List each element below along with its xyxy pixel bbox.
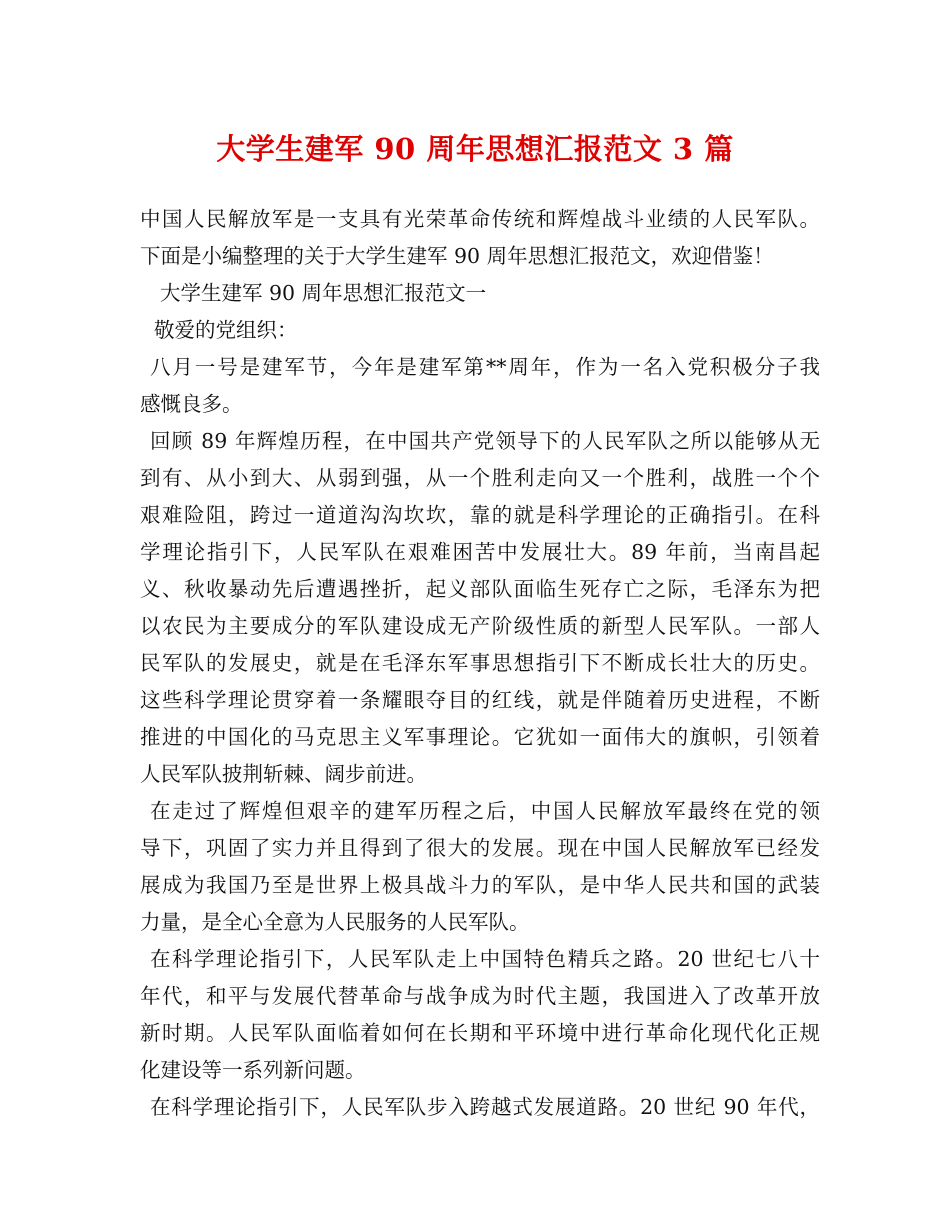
body-line: 在走过了辉煌但艰辛的建军历程之后，中国人民解放军最终在党的领 (150, 799, 820, 823)
body-line: 下面是小编整理的关于大学生建军 90 周年思想汇报范文，欢迎借鉴！ (140, 244, 774, 268)
salutation: 敬爱的党组织： (154, 318, 298, 342)
body-line: 八月一号是建军节，今年是建军第**周年，作为一名入党积极分子我 (150, 355, 820, 379)
body-line: 力量，是全心全意为人民服务的人民军队。 (140, 910, 530, 934)
body-line: 推进的中国化的马克思主义军事理论。它犹如一面伟大的旗帜，引领着 (140, 725, 820, 749)
body-line: 导下，巩固了实力并且得到了很大的发展。现在中国人民解放军已经发 (140, 836, 820, 860)
body-line: 化建设等一系列新问题。 (140, 1058, 366, 1082)
section-heading: 大学生建军 90 周年思想汇报范文一 (160, 281, 487, 305)
body-line: 在科学理论指引下，人民军队走上中国特色精兵之路。20 世纪七八十 (150, 947, 820, 971)
body-line: 展成为我国乃至是世界上极具战斗力的军队，是中华人民共和国的武装 (140, 873, 820, 897)
body-line: 在科学理论指引下，人民军队步入跨越式发展道路。20 世纪 90 年代， (150, 1095, 820, 1119)
body-line: 回顾 89 年辉煌历程，在中国共产党领导下的人民军队之所以能够从无 (150, 429, 820, 453)
body-line: 新时期。人民军队面临着如何在长期和平环境中进行革命化现代化正规 (140, 1021, 820, 1045)
body-line: 感慨良多。 (140, 392, 243, 416)
body-line: 人民军队披荆斩棘、阔步前进。 (140, 762, 427, 786)
body-line: 学理论指引下，人民军队在艰难困苦中发展壮大。89 年前，当南昌起 (140, 540, 820, 564)
body-line: 以农民为主要成分的军队建设成无产阶级性质的新型人民军队。一部人 (140, 614, 820, 638)
body-line: 到有、从小到大、从弱到强，从一个胜利走向又一个胜利，战胜一个个 (140, 466, 820, 490)
body-line: 中国人民解放军是一支具有光荣革命传统和辉煌战斗业绩的人民军队。 (140, 207, 820, 231)
body-line: 民军队的发展史，就是在毛泽东军事思想指引下不断成长壮大的历史。 (140, 651, 820, 675)
body-line: 这些科学理论贯穿着一条耀眼夺目的红线，就是伴随着历史进程，不断 (140, 688, 820, 712)
body-line: 义、秋收暴动先后遭遇挫折，起义部队面临生死存亡之际，毛泽东为把 (140, 577, 820, 601)
document-title: 大学生建军 90 周年思想汇报范文 3 篇 (216, 132, 734, 166)
body-line: 年代，和平与发展代替革命与战争成为时代主题，我国进入了改革开放 (140, 984, 820, 1008)
body-line: 艰难险阻，跨过一道道沟沟坎坎，靠的就是科学理论的正确指引。在科 (140, 503, 820, 527)
document-body (140, 201, 820, 1126)
